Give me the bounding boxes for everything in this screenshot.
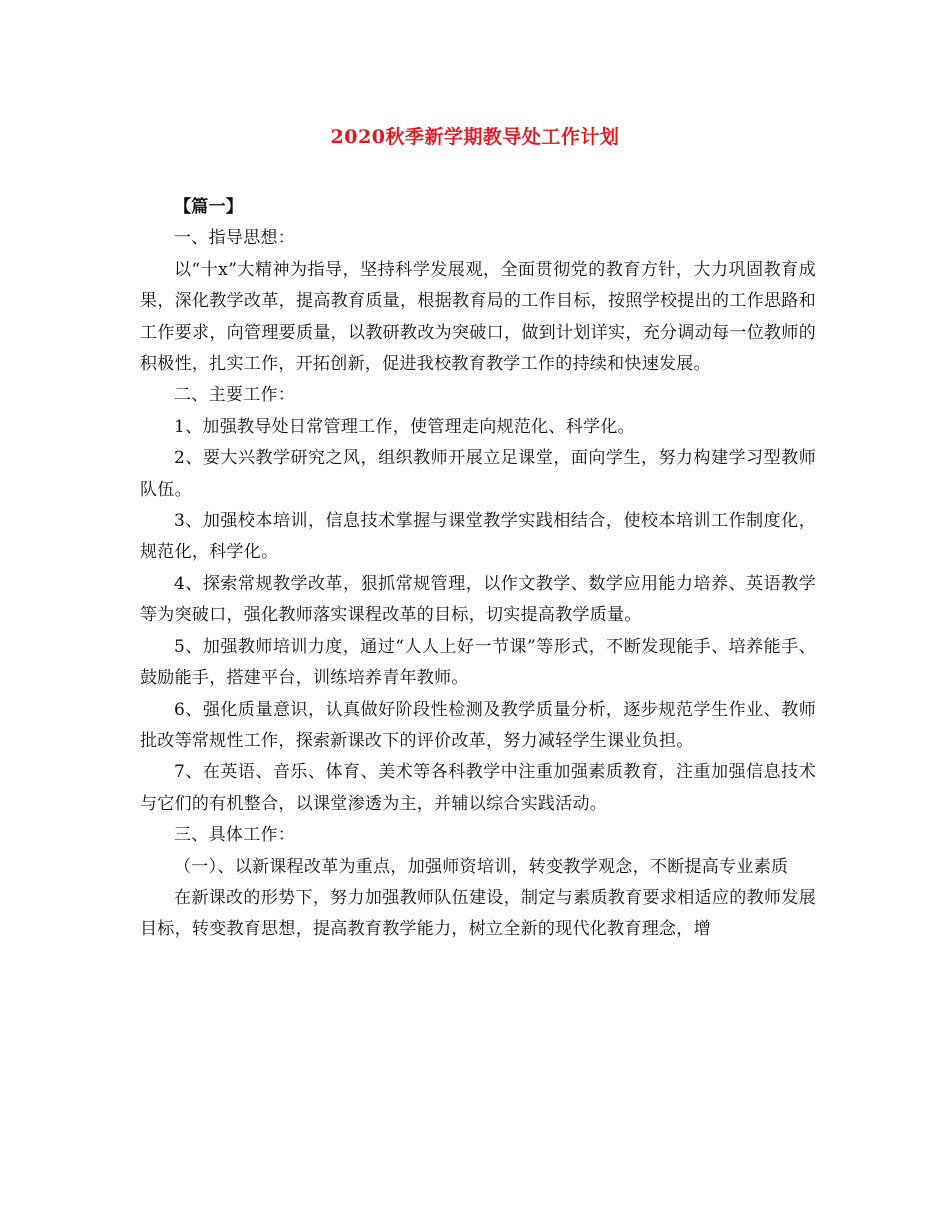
subheading-1: （一）、以新课程改革为重点，加强师资培训，转变教学观念，不断提高专业素质 bbox=[174, 856, 789, 877]
list-item-2: 2、要大兴教学研究之风，组织教师开展立足课堂，面向学生，努力构建学习型教师队伍。 bbox=[140, 448, 816, 500]
list-item-4: 4、探索常规教学改革，狠抓常规管理，以作文教学、数学应用能力培养、英语教学等为突破口，强化教师落实课程改革的目标，切实提高教学质量。 bbox=[140, 573, 816, 626]
heading-main-work: 二、主要工作： bbox=[174, 385, 296, 406]
heading-specific-work: 三、具体工作： bbox=[174, 825, 296, 846]
document-title: 2020秋季新学期教导处工作计划 bbox=[330, 126, 620, 148]
section-tag: 【篇一】 bbox=[174, 197, 244, 217]
list-item-1: 1、加强教导处日常管理工作，使管理走向规范化、科学化。 bbox=[174, 416, 635, 437]
document-body bbox=[140, 192, 816, 946]
list-item-6: 6、强化质量意识，认真做好阶段性检测及教学质量分析，逐步规范学生作业、教师批改等常规性工作，探索新课改下的评价改革，努力减轻学生课业负担。 bbox=[140, 699, 816, 751]
paragraph-guiding-ideology: 以“十x”大精神为指导，坚持科学发展观，全面贯彻党的教育方针，大力巩固教育成果，深化教学改革，提高教育质量，根据教育局的工作目标，按照学校提出的工作思路和工作要求，向管理要质量，以教研教改为突破口，做到计划详实，充分调动每一位教师的积极性，扎实工作，开拓创新，促进我校教育教学工作的持续和快速发展。 bbox=[140, 259, 816, 375]
paragraph-subheading-1: 在新课改的形势下，努力加强教师队伍建设，制定与素质教育要求相适应的教师发展目标，转变教育思想，提高教育教学能力，树立全新的现代化教育理念，增 bbox=[140, 887, 816, 940]
heading-guiding-ideology: 一、指导思想： bbox=[174, 228, 296, 249]
list-item-3: 3、加强校本培训，信息技术掌握与课堂教学实践相结合，使校本培训工作制度化，规范化，科学化。 bbox=[140, 511, 816, 563]
list-item-7: 7、在英语、音乐、体育、美术等各科教学中注重加强素质教育，注重加强信息技术与它们的有机整合，以课堂渗透为主，并辅以综合实践活动。 bbox=[140, 762, 816, 814]
list-item-5: 5、加强教师培训力度，通过“人人上好一节课”等形式，不断发现能手、培养能手、鼓励能手，搭建平台，训练培养青年教师。 bbox=[140, 636, 816, 689]
